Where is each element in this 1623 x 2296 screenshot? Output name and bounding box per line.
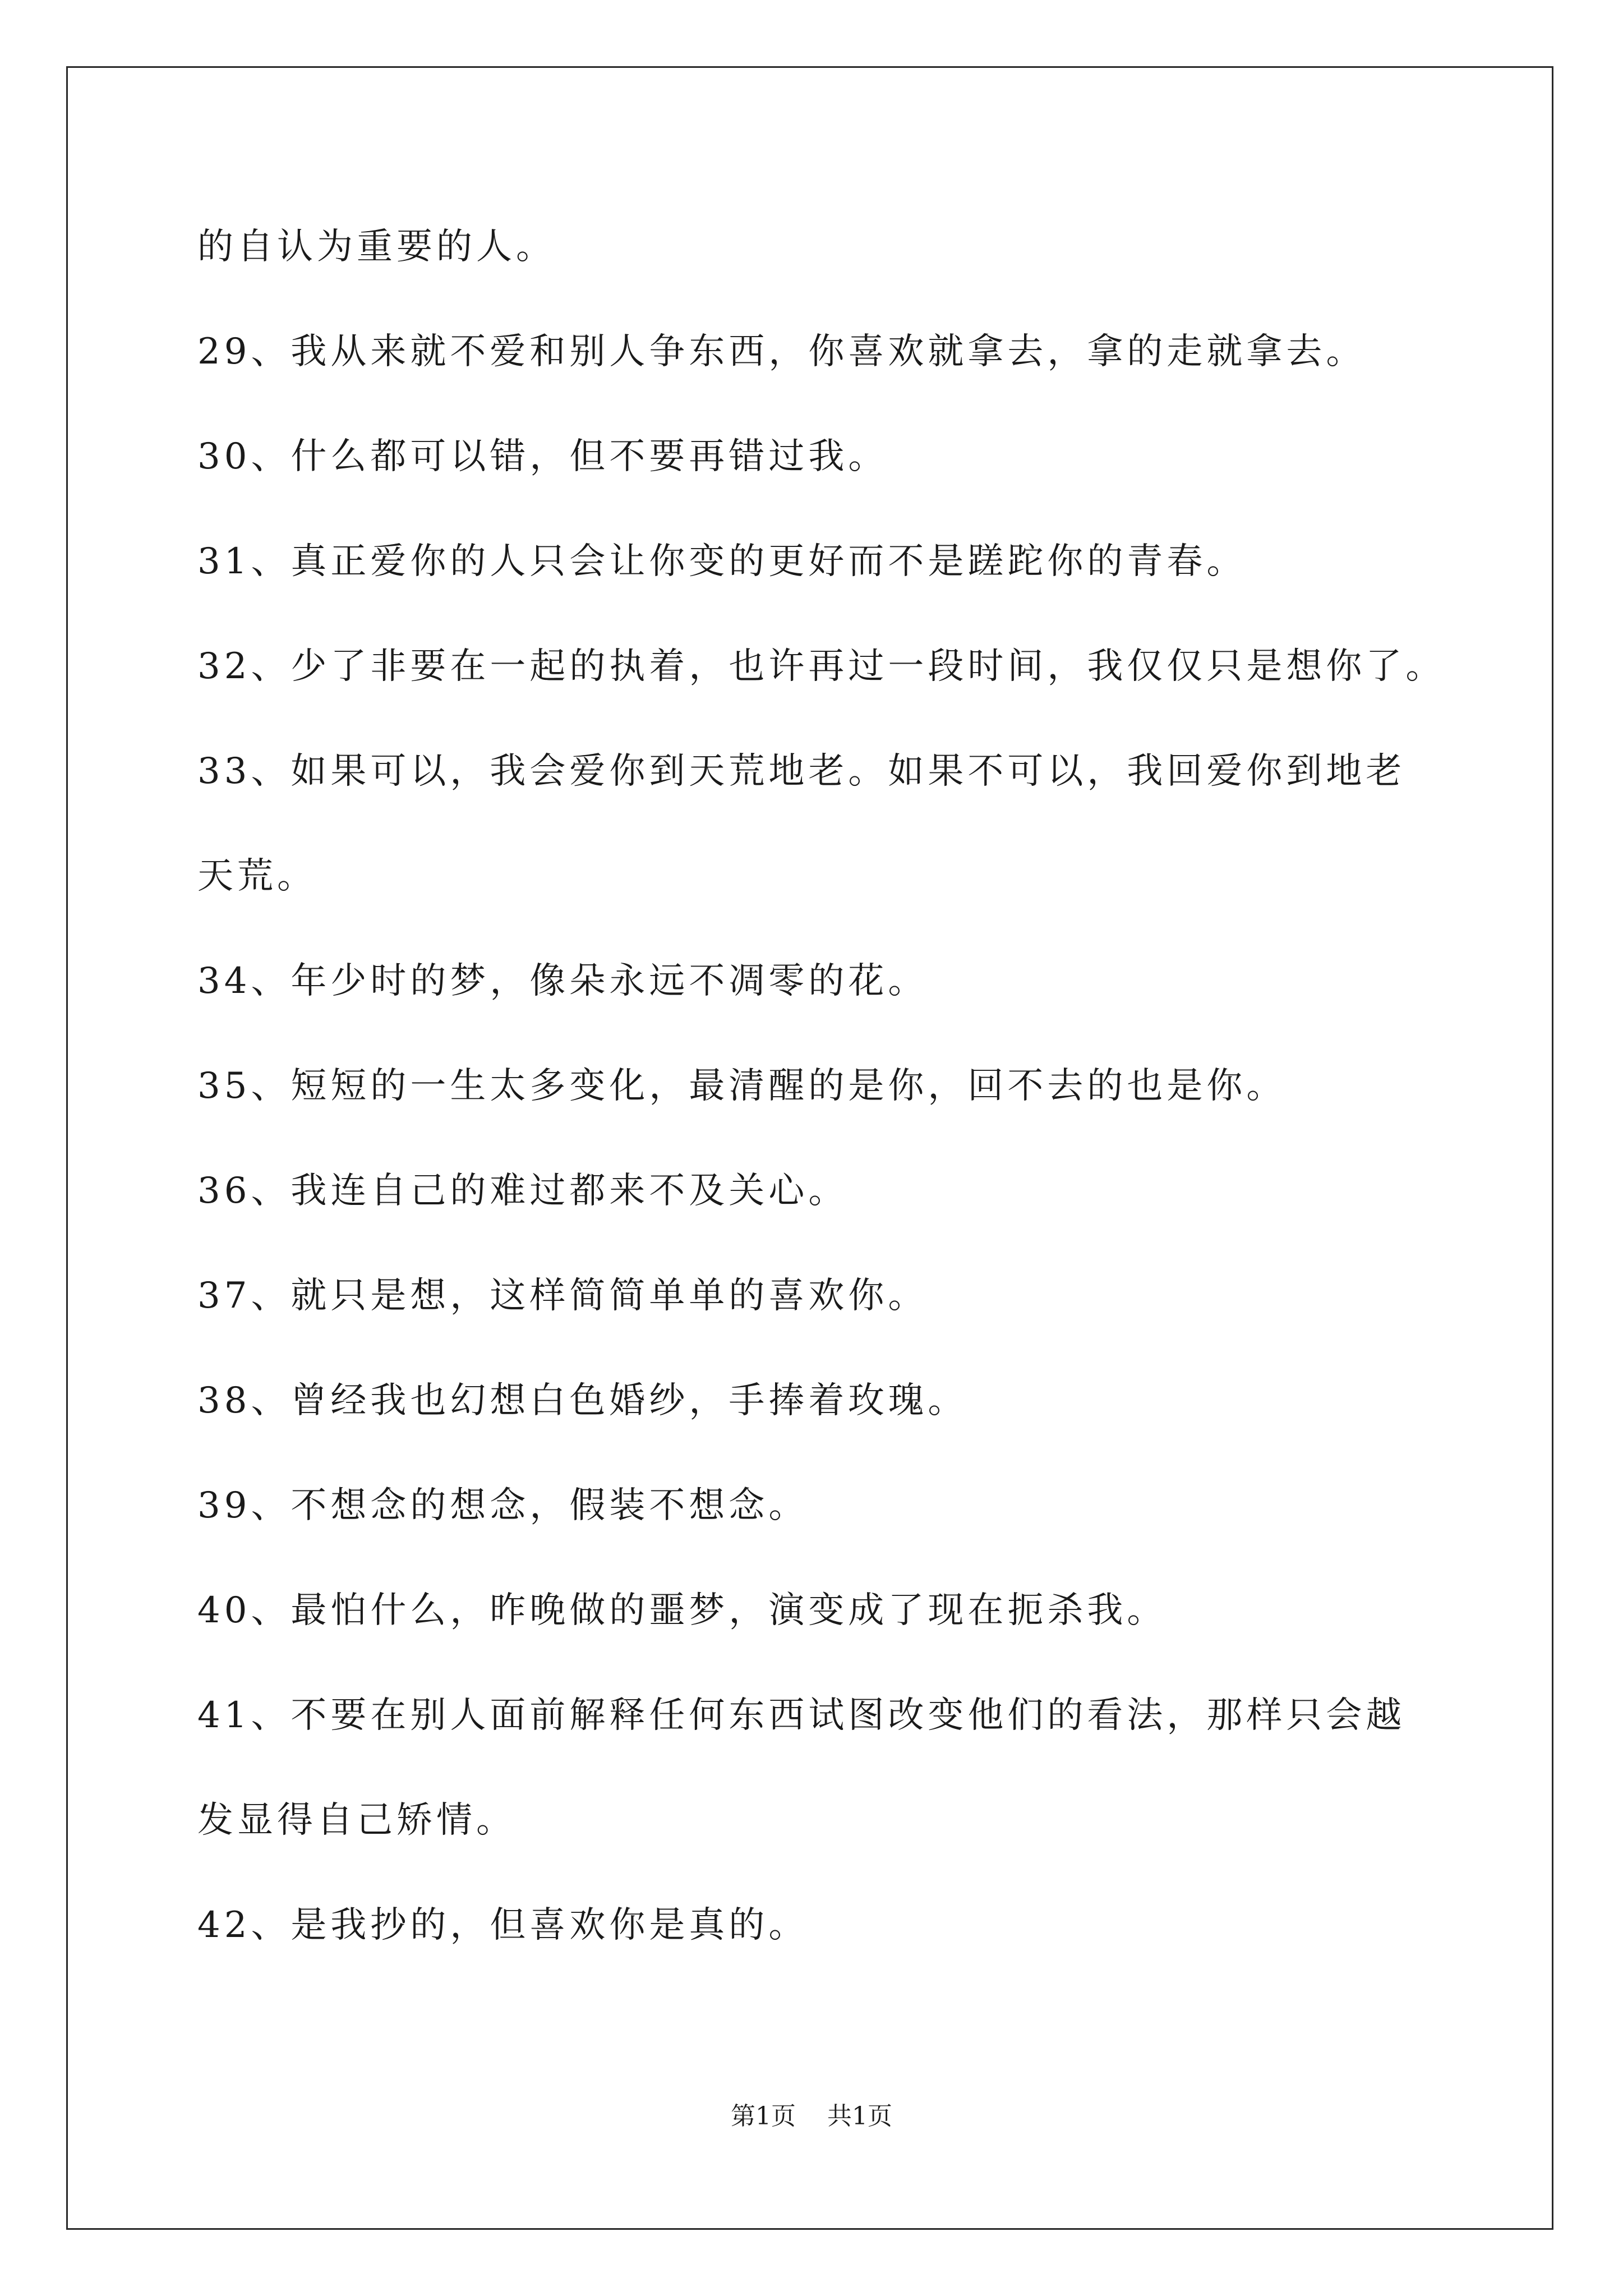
text-line: 41、不要在别人面前解释任何东西试图改变他们的看法，那样只会越 — [197, 1695, 1406, 1736]
text-line: 39、不想念的想念，假装不想念。 — [197, 1485, 809, 1526]
text-line: 42、是我抄的，但喜欢你是真的。 — [197, 1904, 809, 1946]
text-line: 30、什么都可以错，但不要再错过我。 — [197, 436, 888, 477]
text-line: 36、我连自己的难过都来不及关心。 — [197, 1170, 849, 1212]
text-line: 天荒。 — [197, 855, 317, 897]
text-line: 33、如果可以，我会爱你到天荒地老。如果不可以，我回爱你到地老 — [197, 751, 1406, 792]
text-line: 34、年少时的梦，像朵永远不凋零的花。 — [197, 960, 928, 1002]
text-line: 的自认为重要的人。 — [197, 226, 556, 268]
text-line: 发显得自己矫情。 — [197, 1800, 516, 1841]
text-line: 37、就只是想，这样简简单单的喜欢你。 — [197, 1275, 928, 1317]
text-line: 35、短短的一生太多变化，最清醒的是你，回不去的也是你。 — [197, 1065, 1287, 1107]
text-line: 40、最怕什么，昨晚做的噩梦，演变成了现在扼杀我。 — [197, 1590, 1167, 1631]
page-number: 第1页 — [731, 2102, 796, 2131]
text-line: 38、曾经我也幻想白色婚纱，手捧着玫瑰。 — [197, 1380, 968, 1421]
page-footer — [0, 2100, 1623, 2133]
text-line: 32、少了非要在一起的执着，也许再过一段时间，我仅仅只是想你了。 — [197, 646, 1446, 687]
page-total: 共1页 — [827, 2102, 892, 2131]
text-line: 29、我从来就不爱和别人争东西，你喜欢就拿去，拿的走就拿去。 — [197, 331, 1366, 372]
text-line: 31、真正爱你的人只会让你变的更好而不是蹉跎你的青春。 — [197, 541, 1247, 582]
